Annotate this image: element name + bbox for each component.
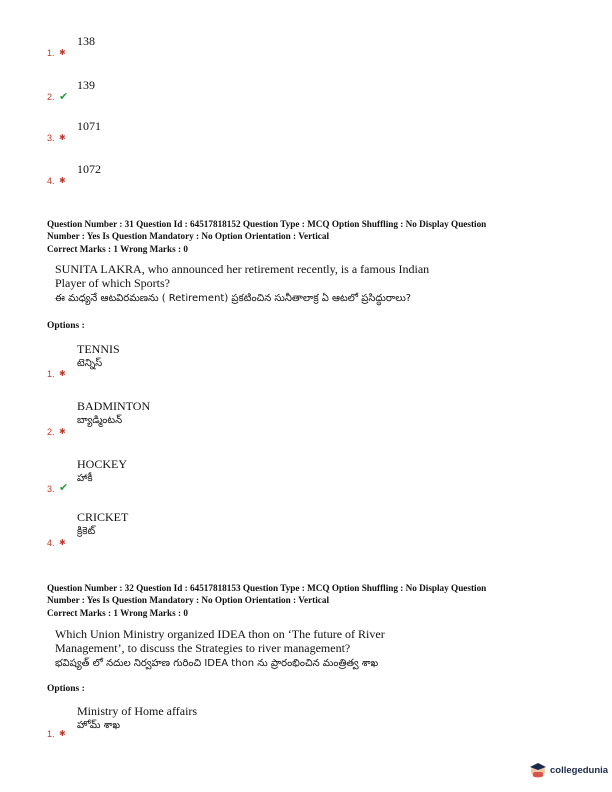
check-mark-icon: ✔ [59, 481, 69, 494]
question-marks: Correct Marks : 1 Wrong Marks : 0 [47, 244, 188, 254]
option-value: 138 [77, 34, 95, 48]
question-meta-line: Question Number : 32 Question Id : 64517818153 Question Type : MCQ Option Shuffling : No Display Question [47, 583, 487, 593]
options-label: Options : [47, 684, 85, 694]
option-number: 2. [47, 92, 55, 102]
option-value-telugu: హాకీ [77, 473, 93, 484]
option-number: 3. [47, 484, 55, 494]
wrong-mark-icon: ✱ [59, 133, 66, 142]
check-mark-icon: ✔ [59, 90, 69, 103]
option-value: 1071 [77, 119, 101, 133]
wrong-mark-icon: ✱ [59, 729, 66, 738]
option-value: CRICKET [77, 510, 129, 524]
question-marks: Correct Marks : 1 Wrong Marks : 0 [47, 608, 188, 618]
option-number: 1. [47, 729, 55, 739]
option-value-telugu: క్రికెట్ [77, 526, 96, 537]
option-value: Ministry of Home affairs [77, 704, 198, 718]
option-number: 3. [47, 133, 55, 143]
question-text-telugu: ఈ మధ్యనే ఆటవిరమణను ( Retirement) ప్రకటించిన సునీతాలాక్ర ఏ ఆటలో ప్రసిద్ధురాలు? [55, 293, 412, 304]
question-meta-line: Number : Yes Is Question Mandatory : No Option Orientation : Vertical [47, 595, 329, 605]
options-label: Options : [47, 321, 85, 331]
option-value: 139 [77, 78, 95, 92]
wrong-mark-icon: ✱ [59, 48, 66, 57]
option-number: 1. [47, 369, 55, 379]
wrong-mark-icon: ✱ [59, 427, 66, 436]
option-value: BADMINTON [77, 399, 151, 413]
option-value-telugu: బ్యాడ్మింటన్ [77, 415, 123, 426]
graduate-cap-icon [528, 760, 548, 780]
question-text: SUNITA LAKRA, who announced her retirement recently, is a famous Indian [55, 262, 430, 276]
option-number: 4. [47, 538, 55, 548]
wrong-mark-icon: ✱ [59, 369, 66, 378]
option-value: 1072 [77, 162, 101, 176]
option-value-telugu: హోమ్ శాఖ [77, 720, 120, 731]
option-value: TENNIS [77, 342, 120, 356]
question-text: Management’, to discuss the Strategies to river management? [55, 641, 351, 655]
question-text-telugu: భవిష్యత్ లో నదుల నిర్వహణ గురించి IDEA thon ను ప్రారంభించిన మంత్రిత్వ శాఖ [55, 658, 379, 669]
option-value-telugu: టెన్నిస్ [77, 358, 103, 369]
option-number: 1. [47, 48, 55, 58]
option-number: 2. [47, 427, 55, 437]
wrong-mark-icon: ✱ [59, 538, 66, 547]
option-number: 4. [47, 176, 55, 186]
collegedunia-logo [528, 760, 608, 780]
wrong-mark-icon: ✱ [59, 176, 66, 185]
question-meta-line: Number : Yes Is Question Mandatory : No Option Orientation : Vertical [47, 231, 329, 241]
question-text: Player of which Sports? [55, 276, 170, 290]
logo-text: collegedunia [550, 764, 609, 776]
option-value: HOCKEY [77, 457, 127, 471]
question-meta-line: Question Number : 31 Question Id : 64517818152 Question Type : MCQ Option Shuffling : No Display Question [47, 219, 487, 229]
question-text: Which Union Ministry organized IDEA thon on ‘The future of River [55, 627, 385, 641]
